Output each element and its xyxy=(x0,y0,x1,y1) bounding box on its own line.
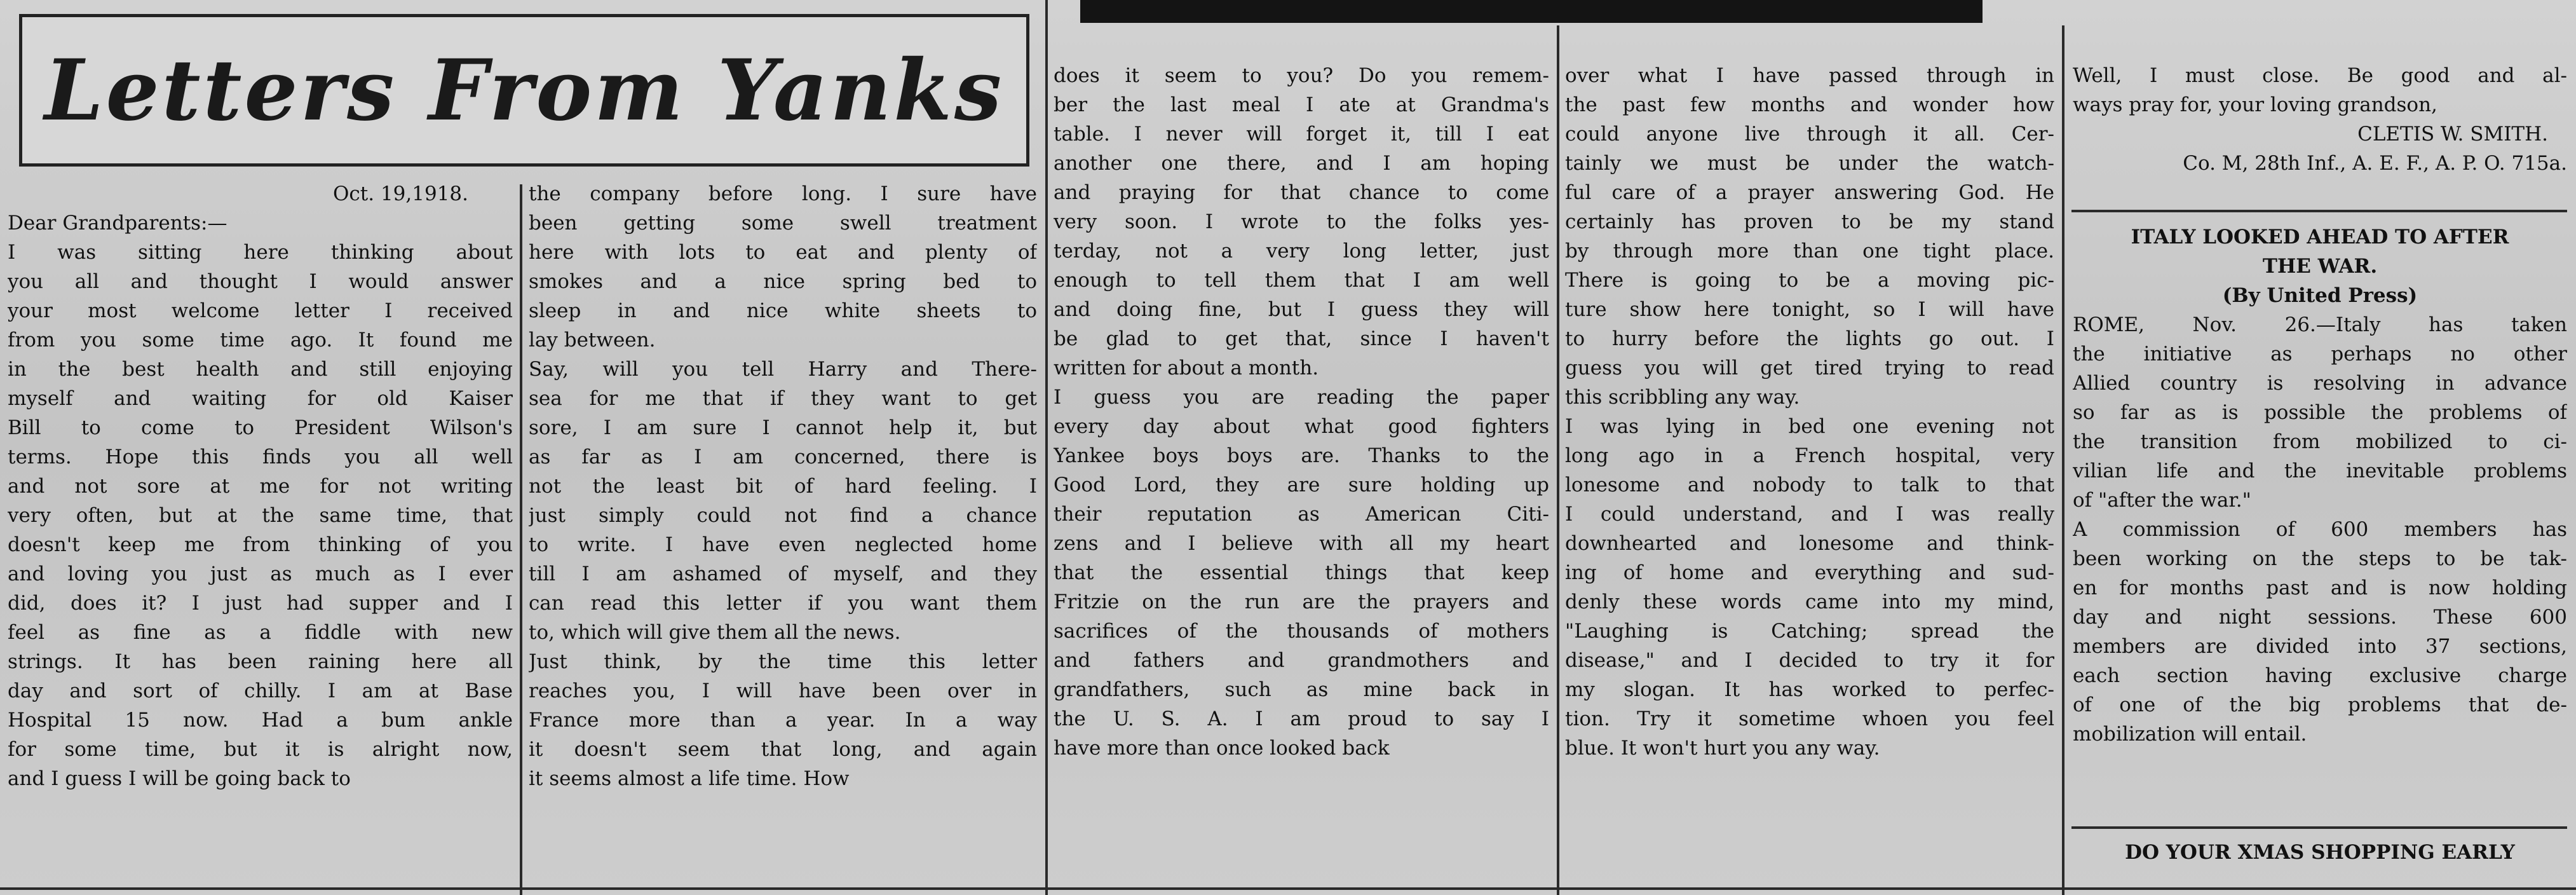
text-line: tainly we must be under the watch- xyxy=(1565,152,2054,175)
text-line: Just think, by the time this letter xyxy=(529,650,1037,673)
text-line: and not sore at me for not writing xyxy=(8,475,513,498)
column-text xyxy=(529,179,1037,793)
letter-column-1 xyxy=(8,179,513,793)
text-line: their reputation as American Citi- xyxy=(1054,503,1549,526)
text-line: lay between. xyxy=(529,329,656,352)
text-line: lonesome and nobody to talk to that xyxy=(1565,474,2054,496)
text-line: table. I never will forget it, till I eat xyxy=(1054,123,1549,146)
text-line: vilian life and the inevitable problems xyxy=(2073,460,2567,482)
text-line: here with lots to eat and plenty of xyxy=(529,241,1037,264)
text-line: denly these words came into my mind, xyxy=(1565,591,2054,613)
text-line: ber the last meal I ate at Grandma's xyxy=(1054,93,1549,116)
text-line: grandfathers, such as mine back in xyxy=(1054,678,1549,701)
text-line: and loving you just as much as I ever xyxy=(8,563,513,585)
letter-salutation: Dear Grandparents:— xyxy=(8,212,227,235)
text-line: sea for me that if they want to get xyxy=(529,387,1037,410)
text-line: reaches you, I will have been over in xyxy=(529,680,1037,702)
masthead-bar xyxy=(1080,0,1983,23)
text-line: I was lying in bed one evening not xyxy=(1565,415,2054,438)
text-line: I guess you are reading the paper xyxy=(1054,386,1549,409)
text-line: each section having exclusive charge xyxy=(2073,664,2567,687)
column-rule xyxy=(2062,25,2064,895)
text-line: guess you will get tired trying to read xyxy=(1565,357,2054,379)
letter-column-5 xyxy=(2073,61,2567,178)
italy-article xyxy=(2073,222,2567,749)
text-line: zens and I believe with all my heart xyxy=(1054,532,1549,555)
signature: CLETIS W. SMITH. xyxy=(2357,123,2548,146)
footer-ad xyxy=(2073,838,2567,867)
text-line: can read this letter if you want them xyxy=(529,592,1037,615)
text-line: members are divided into 37 sections, xyxy=(2073,635,2567,658)
text-line: Well, I must close. Be good and al- xyxy=(2073,64,2567,87)
text-line: of one of the big problems that de- xyxy=(2073,693,2567,716)
text-line: sore, I am sure I cannot help it, but xyxy=(529,416,1037,439)
text-line: you all and thought I would answer xyxy=(8,270,513,293)
text-line: "Laughing is Catching; spread the xyxy=(1565,620,2054,643)
text-line: and fathers and grandmothers and xyxy=(1054,649,1549,672)
column-text xyxy=(1565,61,2054,763)
italy-credit: (By United Press) xyxy=(2222,284,2418,307)
text-line: very soon. I wrote to the folks yes- xyxy=(1054,210,1549,233)
italy-headline-2: THE WAR. xyxy=(2262,255,2378,278)
text-line: feel as fine as a fiddle with new xyxy=(8,621,513,644)
text-line: sleep in and nice white sheets to xyxy=(529,299,1037,322)
text-line: ways pray for, your loving grandson, xyxy=(2073,93,2437,116)
text-line: it seems almost a life time. How xyxy=(529,767,850,790)
column-text xyxy=(8,238,513,793)
text-line: this scribbling any way. xyxy=(1565,386,1800,409)
text-line: terms. Hope this finds you all well xyxy=(8,446,513,468)
text-line: did, does it? I just had supper and I xyxy=(8,592,513,615)
column-text xyxy=(1054,61,1549,763)
text-line: every day about what good fighters xyxy=(1054,415,1549,438)
text-line: smokes and a nice spring bed to xyxy=(529,270,1037,293)
footer-ad-text: DO YOUR XMAS SHOPPING EARLY xyxy=(2125,841,2515,864)
text-line: downhearted and lonesome and think- xyxy=(1565,532,2054,555)
italy-body xyxy=(2073,310,2567,749)
text-line: Say, will you tell Harry and There- xyxy=(529,358,1037,381)
section-rule xyxy=(2071,826,2567,829)
text-line: myself and waiting for old Kaiser xyxy=(8,387,513,410)
text-line: be glad to get that, since I haven't xyxy=(1054,327,1549,350)
text-line: the company before long. I sure have xyxy=(529,182,1037,205)
text-line: the past few months and wonder how xyxy=(1565,93,2054,116)
text-line: ing of home and everything and sud- xyxy=(1565,561,2054,584)
text-line: to write. I have even neglected home xyxy=(529,533,1037,556)
text-line: enough to tell them that I am well xyxy=(1054,269,1549,292)
text-line: to hurry before the lights go out. I xyxy=(1565,327,2054,350)
text-line: sacrifices of the thousands of mothers xyxy=(1054,620,1549,643)
text-line: in the best health and still enjoying xyxy=(8,358,513,381)
text-line: could anyone live through it all. Cer- xyxy=(1565,123,2054,146)
text-line: France more than a year. In a way xyxy=(529,709,1037,732)
text-line: and doing fine, but I guess they will xyxy=(1054,298,1549,321)
text-line: the initiative as perhaps no other xyxy=(2073,343,2567,366)
section-rule xyxy=(2071,210,2567,212)
text-line: ful care of a prayer answering God. He xyxy=(1565,181,2054,204)
text-line: does it seem to you? Do you remem- xyxy=(1054,64,1549,87)
column-rule xyxy=(520,184,522,895)
text-line: tion. Try it sometime whoen you feel xyxy=(1565,707,2054,730)
text-line: ture show here tonight, so I will have xyxy=(1565,298,2054,321)
text-line: A commission of 600 members has xyxy=(2073,518,2567,541)
military-address: Co. M, 28th Inf., A. E. F., A. P. O. 715a. xyxy=(2183,152,2567,175)
text-line: certainly has proven to be my stand xyxy=(1565,210,2054,233)
text-line: disease," and I decided to try it for xyxy=(1565,649,2054,672)
text-line: that the essential things that keep xyxy=(1054,561,1549,584)
text-line: written for about a month. xyxy=(1054,357,1319,379)
text-line: and praying for that chance to come xyxy=(1054,181,1549,204)
text-line: another one there, and I am hoping xyxy=(1054,152,1549,175)
text-line: been getting some swell treatment xyxy=(529,212,1037,235)
text-line: Hospital 15 now. Had a bum ankle xyxy=(8,709,513,732)
letter-column-2 xyxy=(529,179,1037,793)
text-line: I could understand, and I was really xyxy=(1565,503,2054,526)
text-line: terday, not a very long letter, just xyxy=(1054,240,1549,263)
text-line: till I am ashamed of myself, and they xyxy=(529,563,1037,585)
text-line: over what I have passed through in xyxy=(1565,64,2054,87)
text-line: your most welcome letter I received xyxy=(8,299,513,322)
text-line: my slogan. It has worked to perfec- xyxy=(1565,678,2054,701)
text-line: long ago in a French hospital, very xyxy=(1565,444,2054,467)
text-line: Fritzie on the run are the prayers and xyxy=(1054,591,1549,613)
headline: Letters From Yanks xyxy=(44,41,1005,140)
text-line: Yankee boys boys are. Thanks to the xyxy=(1054,444,1549,467)
text-line: not the least bit of hard feeling. I xyxy=(529,475,1037,498)
bottom-rule xyxy=(0,887,2576,890)
text-line: doesn't keep me from thinking of you xyxy=(8,533,513,556)
text-line: and I guess I will be going back to xyxy=(8,767,351,790)
text-line: so far as is possible the problems of xyxy=(2073,401,2567,424)
column-rule xyxy=(1045,0,1048,895)
text-line: day and night sessions. These 600 xyxy=(2073,606,2567,629)
column-text xyxy=(2073,61,2567,120)
text-line: have more than once looked back xyxy=(1054,737,1390,760)
text-line: as far as I am concerned, there is xyxy=(529,446,1037,468)
text-line: Allied country is resolving in advance xyxy=(2073,372,2567,395)
text-line: very often, but at the same time, that xyxy=(8,504,513,527)
column-rule xyxy=(1557,25,1559,895)
text-line: it doesn't seem that long, and again xyxy=(529,738,1037,761)
text-line: day and sort of chilly. I am at Base xyxy=(8,680,513,702)
text-line: for some time, but it is alright now, xyxy=(8,738,513,761)
text-line: to, which will give them all the news. xyxy=(529,621,901,644)
letter-date: Oct. 19,1918. xyxy=(333,182,468,205)
text-line: been working on the steps to be tak- xyxy=(2073,547,2567,570)
text-line: blue. It won't hurt you any way. xyxy=(1565,737,1880,760)
text-line: the U. S. A. I am proud to say I xyxy=(1054,707,1549,730)
text-line: Good Lord, they are sure holding up xyxy=(1054,474,1549,496)
text-line: I was sitting here thinking about xyxy=(8,241,513,264)
text-line: strings. It has been raining here all xyxy=(8,650,513,673)
text-line: en for months past and is now holding xyxy=(2073,577,2567,599)
text-line: mobilization will entail. xyxy=(2073,723,2307,746)
text-line: just simply could not find a chance xyxy=(529,504,1037,527)
italy-headline-1: ITALY LOOKED AHEAD TO AFTER xyxy=(2131,226,2509,249)
text-line: the transition from mobilized to ci- xyxy=(2073,430,2567,453)
text-line: of "after the war." xyxy=(2073,489,2251,512)
headline-box xyxy=(19,14,1029,167)
letter-column-3 xyxy=(1054,61,1549,763)
text-line: by through more than one tight place. xyxy=(1565,240,2054,263)
text-line: There is going to be a moving pic- xyxy=(1565,269,2054,292)
text-line: Bill to come to President Wilson's xyxy=(8,416,513,439)
text-line: from you some time ago. It found me xyxy=(8,329,513,352)
letter-column-4 xyxy=(1565,61,2054,763)
text-line: ROME, Nov. 26.—Italy has taken xyxy=(2073,313,2567,336)
